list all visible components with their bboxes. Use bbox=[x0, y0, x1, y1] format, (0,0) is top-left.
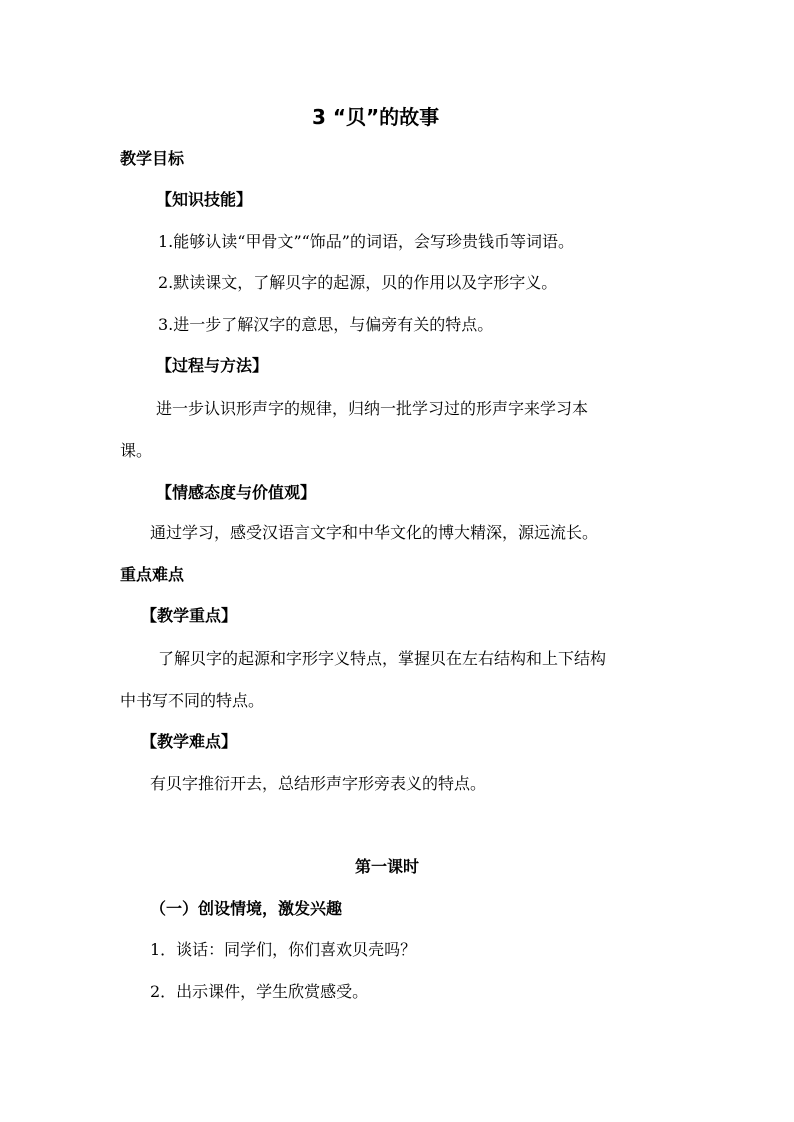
list-item-goal-3: 3.进一步了解汉字的意思，与偏旁有关的特点。 bbox=[158, 315, 494, 334]
paragraph-emotion-values: 通过学习，感受汉语言文字和中华文化的博大精深，源远流长。 bbox=[150, 523, 599, 542]
list-item-goal-1: 1.能够认读“甲骨文”“饰品”的词语，会写珍贵钱币等词语。 bbox=[158, 232, 574, 251]
subheading-teaching-focus: 【教学重点】 bbox=[141, 606, 238, 625]
paragraph-focus-line-2: 中书写不同的特点。 bbox=[120, 691, 265, 710]
subheading-process-method: 【过程与方法】 bbox=[156, 356, 269, 375]
heading-key-points: 重点难点 bbox=[120, 565, 185, 584]
paragraph-focus-line-1: 了解贝字的起源和字形字义特点，掌握贝在左右结构和上下结构 bbox=[158, 649, 607, 668]
heading-lesson-one: 第一课时 bbox=[355, 857, 420, 876]
list-item-goal-2: 2.默读课文，了解贝字的起源，贝的作用以及字形字义。 bbox=[158, 273, 558, 292]
paragraph-process-method-line-2: 课。 bbox=[120, 441, 153, 460]
subheading-knowledge-skills: 【知识技能】 bbox=[156, 190, 253, 209]
paragraph-process-method-line-1: 进一步认识形声字的规律，归纳一批学习过的形声字来学习本 bbox=[156, 399, 589, 418]
subheading-part-one: （一）创设情境，激发兴趣 bbox=[150, 899, 343, 918]
heading-teaching-goals: 教学目标 bbox=[120, 149, 185, 168]
list-item-lesson-2: 2．出示课件，学生欣赏感受。 bbox=[150, 982, 369, 1001]
document-title: 3 “贝”的故事 bbox=[312, 105, 440, 129]
subheading-teaching-difficulty: 【教学难点】 bbox=[141, 732, 238, 751]
subheading-emotion-values: 【情感态度与价值观】 bbox=[156, 483, 317, 502]
paragraph-difficulty: 有贝字推衍开去，总结形声字形旁表义的特点。 bbox=[150, 774, 487, 793]
list-item-lesson-1: 1．谈话：同学们，你们喜欢贝壳吗？ bbox=[150, 940, 417, 959]
